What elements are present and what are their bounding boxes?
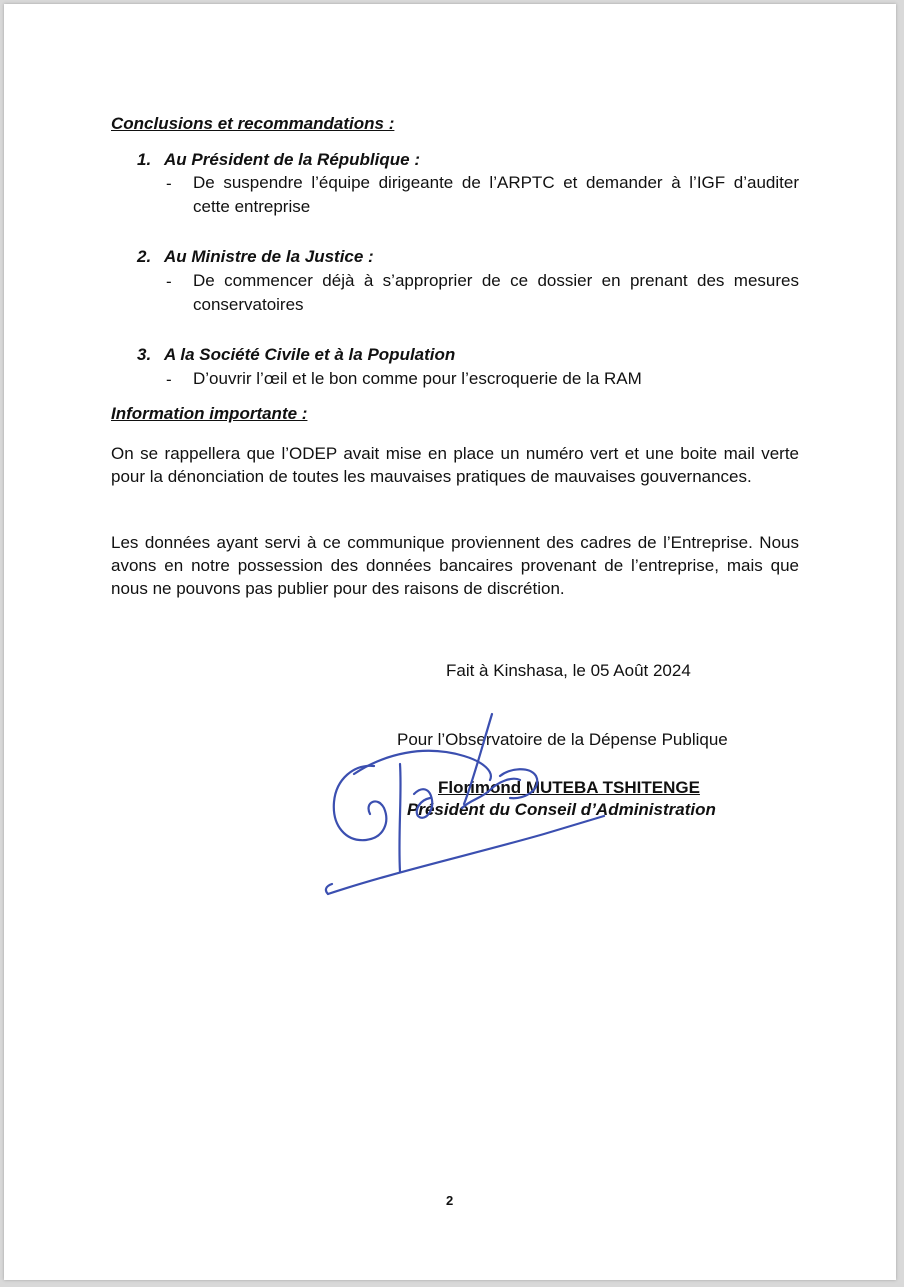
page-number: 2 bbox=[446, 1193, 454, 1208]
recommendation-1-heading: Au Président de la République : bbox=[164, 150, 420, 169]
recommendation-1-bullet: - bbox=[166, 174, 172, 193]
on-behalf-line: Pour l’Observatoire de la Dépense Publique bbox=[397, 730, 728, 749]
recommendation-3-text: D’ouvrir l’œil et le bon comme pour l’escroquerie de la RAM bbox=[193, 369, 642, 388]
recommendation-1-number: 1. bbox=[137, 150, 152, 169]
document-page bbox=[4, 4, 896, 1280]
information-paragraph-1: On se rappellera que l’ODEP avait mise en place un numéro vert et une boite mail verte pour la dénonciation de toutes les mauvaises pratiques de mauvaises gouvernances. bbox=[111, 444, 799, 486]
recommendation-1-title bbox=[137, 150, 420, 170]
signatory-role: Président du Conseil d’Administration bbox=[407, 800, 716, 819]
signatory-name: Florimond MUTEBA TSHITENGE bbox=[438, 778, 700, 797]
recommendation-3-title bbox=[137, 345, 455, 365]
recommendation-1-text: De suspendre l’équipe dirigeante de l’ARPTC et demander à l’IGF d’auditer cette entreprise bbox=[193, 173, 799, 216]
place-date: Fait à Kinshasa, le 05 Août 2024 bbox=[446, 661, 691, 680]
recommendation-2-number: 2. bbox=[137, 247, 152, 266]
conclusions-heading: Conclusions et recommandations : bbox=[111, 114, 395, 133]
recommendation-2-title bbox=[137, 247, 374, 267]
recommendation-2-bullet: - bbox=[166, 272, 172, 291]
recommendation-3-number: 3. bbox=[137, 345, 152, 364]
recommendation-3-heading: A la Société Civile et à la Population bbox=[164, 345, 456, 364]
recommendation-2-heading: Au Ministre de la Justice : bbox=[164, 247, 374, 266]
information-paragraph-2: Les données ayant servi à ce communique proviennent des cadres de l’Entreprise. Nous avons en notre possession des données bancaires provenant de l’entreprise, mais que nous ne pouvons pas publier pour des raisons de discrétion. bbox=[111, 533, 799, 598]
recommendation-2-text: De commencer déjà à s’approprier de ce dossier en prenant des mesures conservatoires bbox=[193, 271, 799, 314]
information-heading: Information importante : bbox=[111, 404, 308, 423]
recommendation-3-bullet: - bbox=[166, 370, 172, 389]
